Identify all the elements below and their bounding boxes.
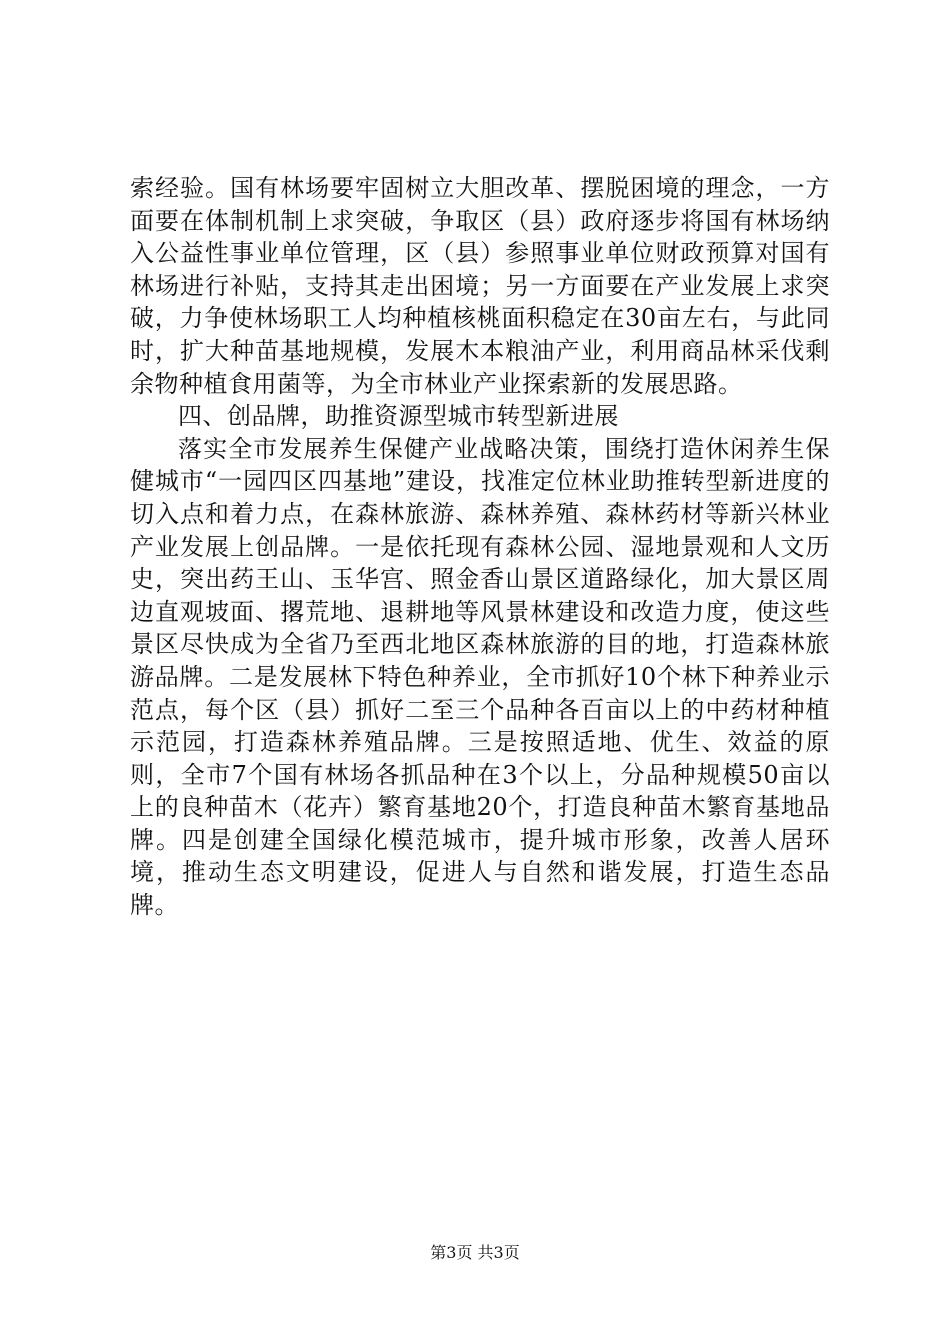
document-body	[130, 172, 830, 922]
paragraph-continuation: 索经验。国有林场要牢固树立大胆改革、摆脱困境的理念，一方面要在体制机制上求突破，争取区（县）政府逐步将国有林场纳入公益性事业单位管理，区（县）参照事业单位财政预算对国有林场进行补贴，支持其走出困境；另一方面要在产业发展上求突破，力争使林场职工人均种植核桃面积稳定在30亩左右，与此同时，扩大种苗基地规模，发展木本粮油产业，利用商品林采伐剩余物种植食用菌等，为全市林业产业探索新的发展思路。	[130, 174, 830, 398]
section-heading-4: 四、创品牌，助推资源型城市转型新进展	[178, 402, 619, 431]
paragraph-brand-building: 落实全市发展养生保健产业战略决策，围绕打造休闲养生保健城市“一园四区四基地”建设，找准定位林业助推转型新进度的切入点和着力点，在森林旅游、森林养殖、森林药材等新兴林业产业发展上创品牌。一是依托现有森林公园、湿地景观和人文历史，突出药王山、玉华宫、照金香山景区道路绿化，加大景区周边直观坡面、撂荒地、退耕地等风景林建设和改造力度，使这些景区尽快成为全省乃至西北地区森林旅游的目的地，打造森林旅游品牌。二是发展林下特色种养业，全市抓好10个林下种养业示范点，每个区（县）抓好二至三个品种各百亩以上的中药材种植示范园，打造森林养殖品牌。三是按照适地、优生、效益的原则，全市7个国有林场各抓品种在3个以上，分品种规模50亩以上的良种苗木（花卉）繁育基地20个，打造良种苗木繁育基地品牌。四是创建全国绿化模范城市，提升城市形象，改善人居环境，推动生态文明建设，促进人与自然和谐发展，打造生态品牌。	[130, 434, 830, 920]
page-footer: 第3页 共3页	[430, 1243, 520, 1262]
